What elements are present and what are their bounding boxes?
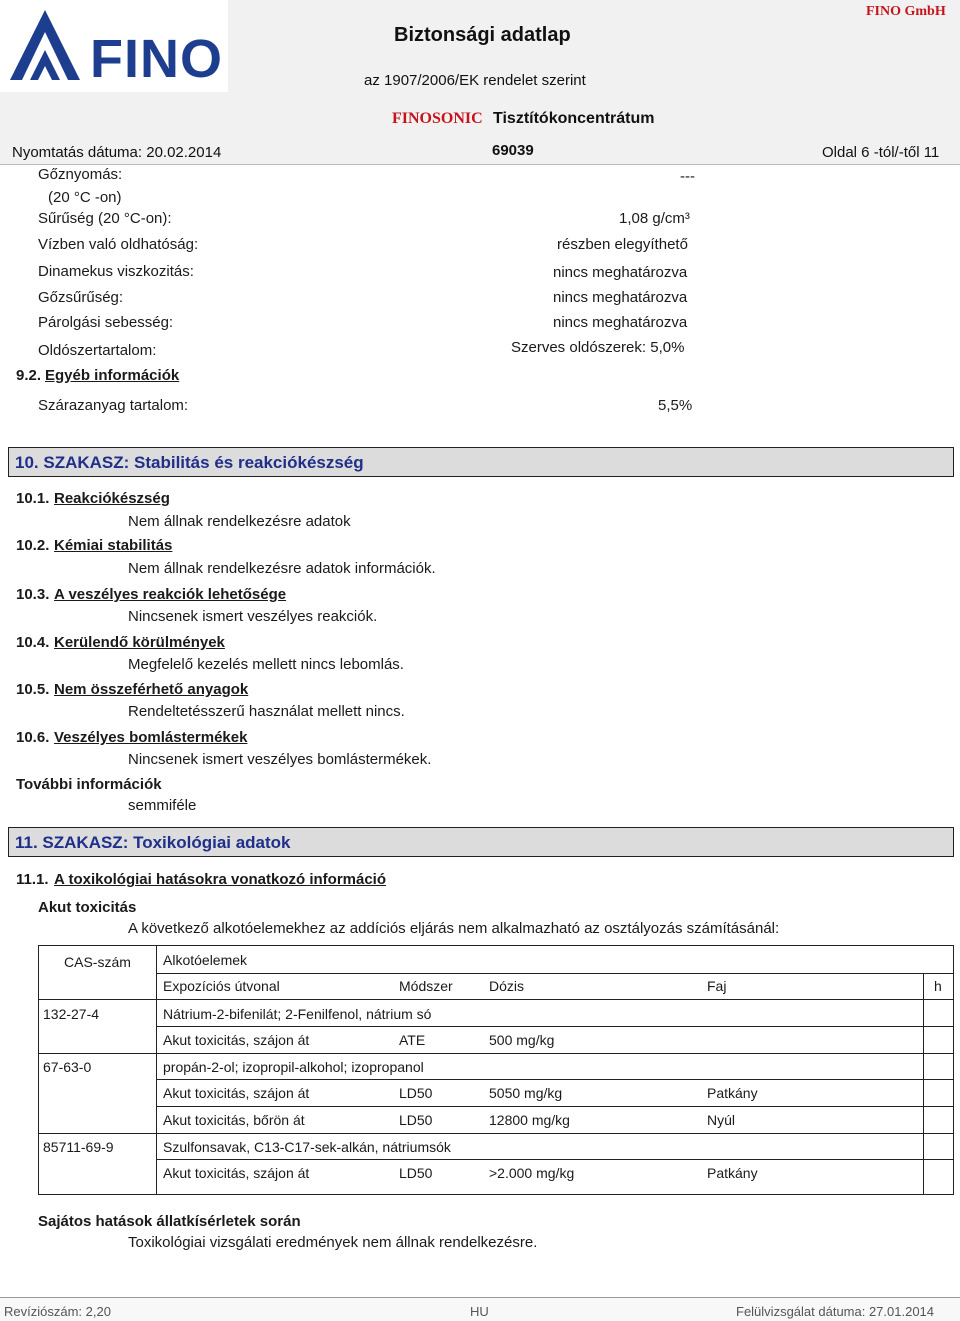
table-dose: 5050 mg/kg [489, 1085, 563, 1101]
brand-name: FINOSONIC [392, 110, 483, 127]
subsection-number: 11.1. [16, 871, 49, 888]
col-header-route: Expozíciós útvonal [163, 978, 280, 994]
further-info-heading: További információk [16, 776, 162, 793]
table-route: Akut toxicitás, szájon át [163, 1032, 310, 1048]
subsection-heading: Egyéb információk [45, 367, 180, 384]
subsection-heading: Kerülendő körülmények [54, 634, 225, 651]
acute-toxicity-heading: Akut toxicitás [38, 899, 137, 916]
subsection-number: 10.3. [16, 586, 50, 603]
table-method: LD50 [399, 1165, 433, 1181]
col-header-cas: CAS-szám [64, 954, 131, 970]
subsection-number: 10.5. [16, 681, 50, 698]
table-row-divider [156, 1026, 954, 1027]
page-footer [0, 1297, 960, 1321]
section-title: 11. SZAKASZ: Toxikológiai adatok [15, 833, 291, 852]
table-method: ATE [399, 1032, 426, 1048]
property-label: Oldószertartalom: [38, 342, 157, 359]
company-name: FINO GmbH [866, 4, 946, 19]
header-rule [0, 164, 960, 165]
subsection-text: Megfelelő kezelés mellett nincs lebomlás. [128, 656, 404, 673]
subsection-heading: A toxikológiai hatásokra vonatkozó információ [54, 871, 387, 888]
property-value: 1,08 g/cm³ [619, 210, 690, 227]
special-effects-text: Toxikológiai vizsgálati eredmények nem állnak rendelkezésre. [128, 1234, 538, 1251]
subsection-text: Nincsenek ismert veszélyes reakciók. [128, 608, 378, 625]
property-value: részben elegyíthető [557, 236, 688, 253]
further-info-text: semmiféle [128, 797, 197, 814]
table-col-divider [923, 973, 924, 1195]
property-label: Sűrűség (20 °C-on): [38, 210, 172, 227]
table-cas: 132-27-4 [43, 1006, 100, 1022]
table-method: LD50 [399, 1085, 433, 1101]
product-name: Tisztítókoncentrátum [493, 110, 655, 127]
table-row-divider [156, 1079, 954, 1080]
table-row-divider [38, 1133, 954, 1134]
property-label: Szárazanyag tartalom: [38, 397, 189, 414]
table-species: Nyúl [707, 1112, 736, 1128]
col-header-components: Alkotóelemek [163, 952, 248, 968]
print-date: Nyomtatás dátuma: 20.02.2014 [12, 144, 222, 161]
table-route: Akut toxicitás, szájon át [163, 1085, 310, 1101]
document-title: Biztonsági adatlap [394, 24, 571, 46]
language-code: HU [470, 1304, 489, 1319]
special-effects-heading: Sajátos hatások állatkísérletek során [38, 1213, 301, 1230]
property-label: Gőznyomás: [38, 166, 123, 183]
subsection-text: Nincsenek ismert veszélyes bomlástermékek. [128, 751, 432, 768]
toxicity-table [38, 945, 954, 1195]
table-border-top [38, 945, 954, 946]
company-logo [0, 0, 228, 92]
table-component: propán-2-ol; izopropil-alkohol; izopropanol [163, 1059, 424, 1075]
property-value: nincs meghatározva [553, 289, 688, 306]
subsection-number: 10.2. [16, 537, 50, 554]
subsection-number: 10.6. [16, 729, 50, 746]
page-number: Oldal 6 -tól/-től 11 [822, 144, 940, 161]
company-logo-text: FINO [90, 29, 223, 89]
property-value: --- [680, 168, 695, 185]
table-route: Akut toxicitás, bőrön át [163, 1112, 305, 1128]
table-cas: 67-63-0 [43, 1059, 92, 1075]
table-row-divider [38, 1053, 954, 1054]
acute-toxicity-text: A következő alkotóelemekhez az addíciós eljárás nem alkalmazható az osztályozás számításánál: [128, 920, 780, 937]
table-component: Nátrium-2-bifenilát; 2-Fenilfenol, nátrium só [163, 1006, 432, 1022]
table-method: LD50 [399, 1112, 433, 1128]
subsection-heading: A veszélyes reakciók lehetősége [54, 586, 287, 603]
property-label: Vízben való oldhatóság: [38, 236, 199, 253]
table-route: Akut toxicitás, szájon át [163, 1165, 310, 1181]
property-label: Dinamekus viszkozitás: [38, 263, 194, 280]
table-dose: 500 mg/kg [489, 1032, 555, 1048]
regulation-text: az 1907/2006/EK rendelet szerint [364, 72, 586, 89]
table-row-divider [38, 999, 954, 1000]
col-header-method: Módszer [399, 978, 453, 994]
property-value: nincs meghatározva [553, 264, 688, 281]
table-row-divider [156, 1106, 954, 1107]
subsection-number: 10.1. [16, 490, 50, 507]
table-border-left [38, 945, 39, 1195]
col-header-dose: Dózis [489, 978, 525, 994]
subsection-text: Nem állnak rendelkezésre adatok [128, 513, 351, 530]
property-value: Szerves oldószerek: 5,0% [511, 339, 685, 356]
table-cas: 85711-69-9 [43, 1139, 114, 1155]
section-10-header [8, 447, 954, 477]
subsection-heading: Veszélyes bomlástermékek [54, 729, 248, 746]
table-species: Patkány [707, 1165, 758, 1181]
subsection-heading: Reakciókészség [54, 490, 170, 507]
property-label: Gőzsűrűség: [38, 289, 124, 306]
subsection-heading: Kémiai stabilitás [54, 537, 173, 554]
property-label-sub: (20 °C -on) [48, 189, 122, 206]
product-code: 69039 [492, 142, 534, 159]
table-border-right [953, 945, 954, 1195]
property-value: 5,5% [658, 397, 693, 414]
review-date: Felülvizsgálat dátuma: 27.01.2014 [736, 1304, 935, 1319]
table-dose: 12800 mg/kg [489, 1112, 570, 1128]
col-header-species: Faj [707, 978, 727, 994]
subsection-text: Rendeltetésszerű használat mellett nincs. [128, 703, 405, 720]
subsection-heading: Nem összeférhető anyagok [54, 681, 249, 698]
section-11-header [8, 827, 954, 857]
subsection-number: 9.2. [16, 367, 42, 384]
table-species: Patkány [707, 1085, 758, 1101]
table-component: Szulfonsavak, C13-C17-sek-alkán, nátriumsók [163, 1139, 451, 1155]
col-header-h: h [934, 978, 942, 994]
table-col-divider [156, 945, 157, 1195]
subsection-text: Nem állnak rendelkezésre adatok információk. [128, 560, 436, 577]
table-row-divider [156, 973, 954, 974]
section-title: 10. SZAKASZ: Stabilitás és reakciókészség [15, 453, 364, 472]
table-dose: >2.000 mg/kg [489, 1165, 575, 1181]
revision-number: Revíziószám: 2,20 [4, 1304, 111, 1319]
subsection-number: 10.4. [16, 634, 50, 651]
table-border-bottom [38, 1194, 954, 1195]
table-row-divider [156, 1159, 954, 1160]
property-value: nincs meghatározva [553, 314, 688, 331]
property-label: Párolgási sebesség: [38, 314, 174, 331]
